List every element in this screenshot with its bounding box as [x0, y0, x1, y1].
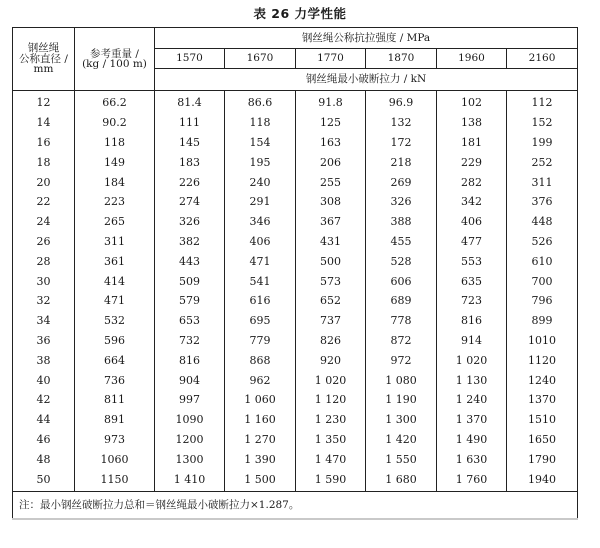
cell-weight: 664 [75, 350, 155, 370]
cell-force-2160: 899 [507, 311, 578, 331]
cell-force-1770: 1 120 [296, 390, 366, 410]
cell-weight: 361 [75, 251, 155, 271]
cell-weight: 596 [75, 331, 155, 351]
cell-force-1770: 500 [296, 251, 366, 271]
table-row [13, 212, 578, 232]
cell-force-2160: 376 [507, 192, 578, 212]
cell-diameter: 18 [13, 152, 75, 172]
mechanical-properties-table [12, 27, 578, 519]
cell-diameter: 12 [13, 91, 75, 113]
cell-force-1670: 406 [225, 232, 296, 252]
cell-force-1770: 206 [296, 152, 366, 172]
cell-diameter: 36 [13, 331, 75, 351]
header-tensile-strength-group: 钢丝绳公称抗拉强度 / MPa [155, 28, 578, 49]
cell-force-1570: 997 [155, 390, 225, 410]
cell-force-1870: 1 300 [366, 410, 437, 430]
table-row [13, 410, 578, 430]
cell-force-1670: 240 [225, 172, 296, 192]
cell-force-1570: 226 [155, 172, 225, 192]
table-row [13, 152, 578, 172]
cell-force-1670: 779 [225, 331, 296, 351]
table-row [13, 271, 578, 291]
table-row [13, 449, 578, 469]
table-row [13, 390, 578, 410]
cell-force-1670: 1 270 [225, 430, 296, 450]
cell-force-1960: 138 [437, 113, 507, 133]
cell-force-2160: 1510 [507, 410, 578, 430]
cell-force-1870: 455 [366, 232, 437, 252]
cell-force-1570: 183 [155, 152, 225, 172]
header-diameter-line-1: 钢丝绳 [27, 42, 60, 55]
cell-force-1570: 145 [155, 133, 225, 153]
cell-force-2160: 1940 [507, 469, 578, 491]
cell-force-2160: 1010 [507, 331, 578, 351]
cell-force-1960: 102 [437, 91, 507, 113]
cell-force-1870: 872 [366, 331, 437, 351]
cell-diameter: 24 [13, 212, 75, 232]
cell-diameter: 40 [13, 370, 75, 390]
table-caption: 表 26 力学性能 [253, 6, 347, 21]
cell-force-1960: 1 020 [437, 350, 507, 370]
cell-force-1960: 477 [437, 232, 507, 252]
cell-force-1870: 689 [366, 291, 437, 311]
table-row [13, 311, 578, 331]
note-row [13, 491, 578, 518]
cell-force-2160: 526 [507, 232, 578, 252]
table-row [13, 172, 578, 192]
cell-force-1870: 972 [366, 350, 437, 370]
header-strength-1870: 1870 [366, 49, 437, 69]
cell-force-1870: 1 550 [366, 449, 437, 469]
cell-force-1870: 606 [366, 271, 437, 291]
cell-diameter: 16 [13, 133, 75, 153]
cell-diameter: 26 [13, 232, 75, 252]
cell-force-1870: 1 420 [366, 430, 437, 450]
table-body [13, 91, 578, 492]
cell-force-1670: 118 [225, 113, 296, 133]
header-weight-line-1: 参考重量 / [90, 47, 139, 60]
cell-force-1870: 218 [366, 152, 437, 172]
cell-force-2160: 796 [507, 291, 578, 311]
cell-force-2160: 448 [507, 212, 578, 232]
header-strength-2160: 2160 [507, 49, 578, 69]
cell-force-1770: 1 350 [296, 430, 366, 450]
cell-force-1770: 826 [296, 331, 366, 351]
cell-force-1570: 111 [155, 113, 225, 133]
cell-force-1670: 1 500 [225, 469, 296, 491]
cell-weight: 471 [75, 291, 155, 311]
cell-force-1960: 1 240 [437, 390, 507, 410]
cell-force-1960: 181 [437, 133, 507, 153]
cell-force-1870: 388 [366, 212, 437, 232]
cell-weight: 223 [75, 192, 155, 212]
header-strength-1670: 1670 [225, 49, 296, 69]
bottom-divider [12, 518, 578, 520]
cell-force-1770: 737 [296, 311, 366, 331]
cell-weight: 891 [75, 410, 155, 430]
cell-force-1670: 541 [225, 271, 296, 291]
table-row [13, 350, 578, 370]
cell-force-1870: 778 [366, 311, 437, 331]
cell-force-2160: 1370 [507, 390, 578, 410]
table-row [13, 91, 578, 113]
cell-force-1960: 229 [437, 152, 507, 172]
cell-force-1770: 367 [296, 212, 366, 232]
cell-force-1870: 326 [366, 192, 437, 212]
cell-force-1770: 920 [296, 350, 366, 370]
table-row [13, 232, 578, 252]
table-row [13, 251, 578, 271]
header-diameter-line-3: mm [33, 63, 54, 76]
cell-weight: 149 [75, 152, 155, 172]
cell-weight: 118 [75, 133, 155, 153]
cell-force-1670: 86.6 [225, 91, 296, 113]
cell-force-2160: 700 [507, 271, 578, 291]
cell-force-1570: 732 [155, 331, 225, 351]
header-weight-line-2: (kg / 100 m) [82, 58, 147, 70]
cell-weight: 90.2 [75, 113, 155, 133]
cell-force-1770: 308 [296, 192, 366, 212]
cell-weight: 414 [75, 271, 155, 291]
cell-force-1570: 904 [155, 370, 225, 390]
cell-force-1870: 1 080 [366, 370, 437, 390]
cell-force-1770: 1 470 [296, 449, 366, 469]
cell-force-1960: 1 630 [437, 449, 507, 469]
cell-weight: 736 [75, 370, 155, 390]
cell-force-1570: 509 [155, 271, 225, 291]
cell-diameter: 28 [13, 251, 75, 271]
cell-force-1570: 81.4 [155, 91, 225, 113]
cell-force-1870: 1 190 [366, 390, 437, 410]
cell-force-1570: 653 [155, 311, 225, 331]
cell-force-1670: 1 390 [225, 449, 296, 469]
cell-weight: 66.2 [75, 91, 155, 113]
cell-diameter: 50 [13, 469, 75, 491]
table-row [13, 331, 578, 351]
cell-weight: 311 [75, 232, 155, 252]
cell-force-2160: 311 [507, 172, 578, 192]
cell-diameter: 48 [13, 449, 75, 469]
cell-force-1770: 431 [296, 232, 366, 252]
cell-force-1570: 443 [155, 251, 225, 271]
cell-force-1670: 195 [225, 152, 296, 172]
cell-force-1670: 154 [225, 133, 296, 153]
cell-force-1960: 816 [437, 311, 507, 331]
cell-weight: 1060 [75, 449, 155, 469]
cell-diameter: 14 [13, 113, 75, 133]
header-strength-1570: 1570 [155, 49, 225, 69]
cell-force-1570: 1300 [155, 449, 225, 469]
cell-force-1770: 1 590 [296, 469, 366, 491]
cell-force-1570: 1090 [155, 410, 225, 430]
cell-force-1770: 91.8 [296, 91, 366, 113]
cell-diameter: 38 [13, 350, 75, 370]
table-row [13, 113, 578, 133]
cell-diameter: 30 [13, 271, 75, 291]
table-row [13, 430, 578, 450]
cell-weight: 184 [75, 172, 155, 192]
cell-force-1870: 172 [366, 133, 437, 153]
cell-force-1870: 132 [366, 113, 437, 133]
cell-diameter: 46 [13, 430, 75, 450]
cell-weight: 532 [75, 311, 155, 331]
cell-force-1870: 528 [366, 251, 437, 271]
cell-force-1670: 616 [225, 291, 296, 311]
table-row [13, 370, 578, 390]
table-note: 注：最小钢丝破断拉力总和＝钢丝绳最小破断拉力×1.287。 [13, 491, 578, 518]
cell-force-1960: 1 490 [437, 430, 507, 450]
cell-force-2160: 1240 [507, 370, 578, 390]
cell-diameter: 34 [13, 311, 75, 331]
cell-force-1770: 652 [296, 291, 366, 311]
cell-force-1960: 282 [437, 172, 507, 192]
cell-force-1960: 723 [437, 291, 507, 311]
header-min-breaking-force-group: 钢丝绳最小破断拉力 / kN [155, 69, 578, 91]
cell-diameter: 20 [13, 172, 75, 192]
cell-force-1960: 1 130 [437, 370, 507, 390]
table-row [13, 291, 578, 311]
cell-diameter: 32 [13, 291, 75, 311]
cell-force-1870: 269 [366, 172, 437, 192]
cell-force-1570: 816 [155, 350, 225, 370]
cell-force-2160: 610 [507, 251, 578, 271]
header-nominal-diameter [13, 28, 75, 91]
cell-force-1770: 255 [296, 172, 366, 192]
cell-force-1570: 1200 [155, 430, 225, 450]
cell-force-1670: 1 160 [225, 410, 296, 430]
cell-force-1960: 406 [437, 212, 507, 232]
cell-weight: 811 [75, 390, 155, 410]
cell-force-1570: 326 [155, 212, 225, 232]
cell-force-1570: 579 [155, 291, 225, 311]
cell-weight: 973 [75, 430, 155, 450]
cell-force-1960: 553 [437, 251, 507, 271]
cell-force-1570: 274 [155, 192, 225, 212]
cell-force-2160: 152 [507, 113, 578, 133]
header-diameter-line-2: 公称直径 / [19, 52, 68, 65]
cell-force-1670: 695 [225, 311, 296, 331]
cell-force-1570: 382 [155, 232, 225, 252]
cell-force-2160: 252 [507, 152, 578, 172]
cell-weight: 265 [75, 212, 155, 232]
cell-force-1870: 1 680 [366, 469, 437, 491]
cell-force-2160: 1790 [507, 449, 578, 469]
cell-force-1960: 342 [437, 192, 507, 212]
cell-force-2160: 1120 [507, 350, 578, 370]
cell-force-1960: 1 760 [437, 469, 507, 491]
cell-force-1670: 346 [225, 212, 296, 232]
table-row [13, 192, 578, 212]
cell-force-1960: 1 370 [437, 410, 507, 430]
cell-force-1770: 1 230 [296, 410, 366, 430]
cell-force-1770: 573 [296, 271, 366, 291]
table-row [13, 133, 578, 153]
header-strength-1960: 1960 [437, 49, 507, 69]
header-strength-1770: 1770 [296, 49, 366, 69]
cell-diameter: 42 [13, 390, 75, 410]
cell-force-1770: 1 020 [296, 370, 366, 390]
table-row [13, 469, 578, 491]
cell-force-1870: 96.9 [366, 91, 437, 113]
cell-force-1670: 291 [225, 192, 296, 212]
header-reference-weight [75, 28, 155, 91]
cell-force-1670: 962 [225, 370, 296, 390]
cell-force-1960: 635 [437, 271, 507, 291]
cell-force-1670: 471 [225, 251, 296, 271]
cell-force-2160: 199 [507, 133, 578, 153]
cell-force-1960: 914 [437, 331, 507, 351]
cell-force-1670: 868 [225, 350, 296, 370]
cell-force-1770: 125 [296, 113, 366, 133]
cell-force-1770: 163 [296, 133, 366, 153]
cell-force-1670: 1 060 [225, 390, 296, 410]
cell-force-1570: 1 410 [155, 469, 225, 491]
cell-weight: 1150 [75, 469, 155, 491]
cell-force-2160: 112 [507, 91, 578, 113]
cell-diameter: 22 [13, 192, 75, 212]
cell-force-2160: 1650 [507, 430, 578, 450]
cell-diameter: 44 [13, 410, 75, 430]
